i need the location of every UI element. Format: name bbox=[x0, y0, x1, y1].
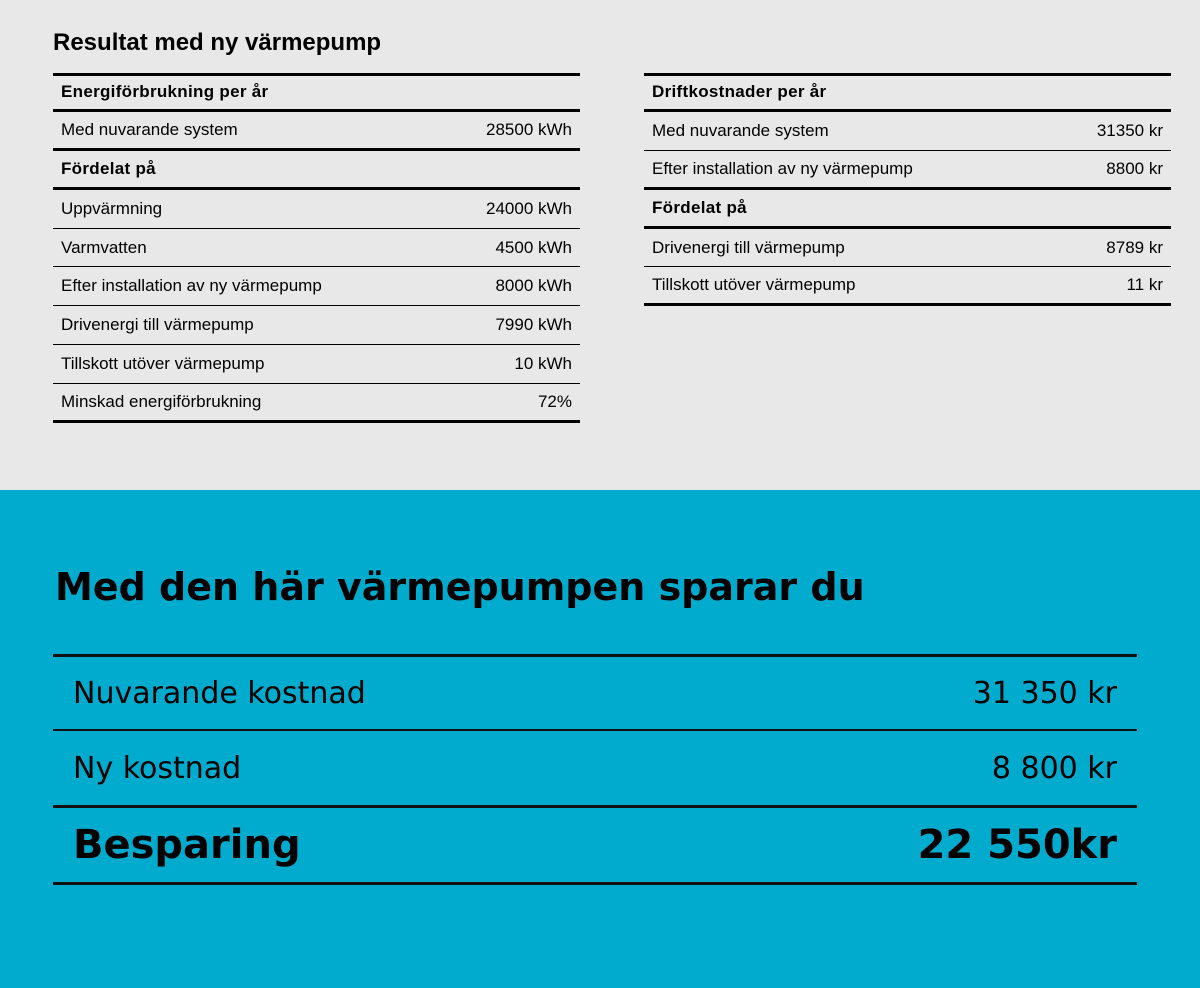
row-value: 7990 kWh bbox=[495, 315, 572, 335]
row-value: 24000 kWh bbox=[486, 198, 572, 218]
table-row bbox=[644, 229, 1171, 268]
row-label: Nuvarande kostnad bbox=[73, 675, 366, 711]
table-row bbox=[53, 267, 580, 306]
row-value: 31350 kr bbox=[1096, 120, 1163, 140]
cost-table-header bbox=[644, 73, 1171, 112]
row-value: 31 350 kr bbox=[972, 675, 1117, 711]
row-label: Med nuvarande system bbox=[61, 119, 238, 139]
table-row bbox=[644, 267, 1171, 306]
table-row bbox=[53, 731, 1137, 808]
total-value: 22 550kr bbox=[917, 822, 1117, 868]
savings-table bbox=[53, 654, 1137, 885]
table-row bbox=[53, 112, 580, 151]
table-row bbox=[53, 306, 580, 345]
row-value: 72% bbox=[537, 392, 572, 412]
row-value: 28500 kWh bbox=[486, 119, 572, 139]
savings-panel bbox=[0, 490, 1200, 988]
table-row bbox=[53, 229, 580, 268]
split-header-label: Fördelat på bbox=[61, 158, 156, 178]
cost-table bbox=[644, 73, 1171, 306]
cost-header-label: Driftkostnader per år bbox=[652, 82, 827, 102]
table-row bbox=[644, 151, 1171, 190]
row-value: 8 800 kr bbox=[991, 750, 1117, 786]
savings-title: Med den här värmepumpen sparar du bbox=[55, 565, 865, 609]
row-value: 8000 kWh bbox=[495, 276, 572, 296]
savings-total-row bbox=[53, 808, 1137, 885]
row-label: Tillskott utöver värmepump bbox=[61, 354, 265, 374]
row-label: Varmvatten bbox=[61, 237, 147, 257]
row-label: Tillskott utöver värmepump bbox=[652, 275, 856, 295]
split-header-label: Fördelat på bbox=[652, 197, 747, 217]
table-row bbox=[53, 345, 580, 384]
energy-table-header bbox=[53, 73, 580, 112]
table-row bbox=[53, 654, 1137, 731]
row-value: 4500 kWh bbox=[495, 237, 572, 257]
row-label: Med nuvarande system bbox=[652, 120, 829, 140]
row-label: Ny kostnad bbox=[73, 750, 242, 786]
row-label: Efter installation av ny värmepump bbox=[61, 276, 322, 296]
page-title: Resultat med ny värmepump bbox=[53, 29, 382, 56]
cost-split-header bbox=[644, 190, 1171, 229]
row-value: 8800 kr bbox=[1106, 158, 1163, 178]
row-value: 10 kWh bbox=[514, 354, 572, 374]
energy-header-label: Energiförbrukning per år bbox=[61, 82, 269, 102]
row-label: Minskad energiförbrukning bbox=[61, 392, 262, 412]
table-row bbox=[53, 190, 580, 229]
row-label: Drivenergi till värmepump bbox=[652, 237, 845, 257]
row-label: Uppvärmning bbox=[61, 198, 163, 218]
energy-split-header bbox=[53, 151, 580, 190]
table-row bbox=[53, 384, 580, 423]
row-label: Drivenergi till värmepump bbox=[61, 315, 254, 335]
row-value: 8789 kr bbox=[1106, 237, 1163, 257]
row-value: 11 kr bbox=[1126, 275, 1163, 295]
results-panel bbox=[0, 0, 1200, 490]
energy-table bbox=[53, 73, 580, 423]
table-row bbox=[644, 112, 1171, 151]
total-label: Besparing bbox=[73, 822, 301, 868]
row-label: Efter installation av ny värmepump bbox=[652, 158, 913, 178]
